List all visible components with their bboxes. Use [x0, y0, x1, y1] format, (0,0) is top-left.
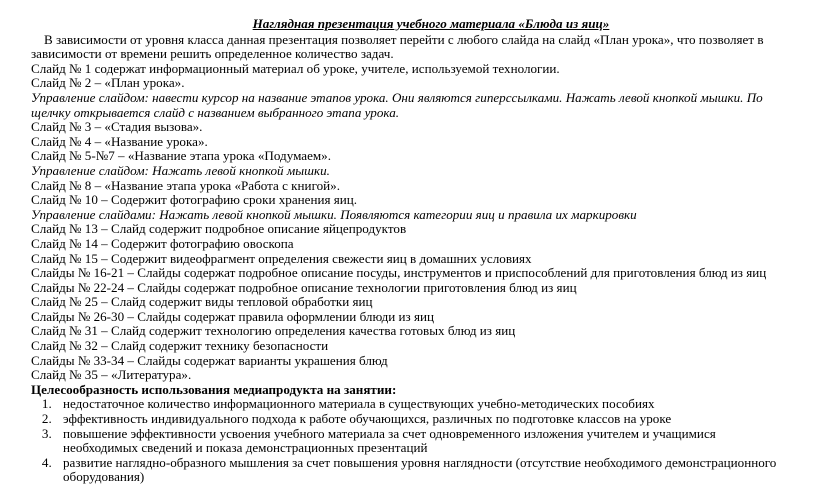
intro-paragraph: В зависимости от уровня класса данная презентация позволяет перейти с любого слайда на слайд «План урока», что позволяет в зависимости от времени решить определенное количество задач.	[31, 31, 764, 62]
text-line: Слайд № 14 – Содержит фотографию овоскопа	[31, 235, 294, 251]
text-line: Слайд № 32 – Слайд содержит технику безопасности	[31, 338, 329, 354]
document-title: Наглядная презентация учебного материала «Блюда из яиц»	[252, 16, 610, 31]
list-item: 1. недостаточное количество информационного материала в существующих учебно-методических пособиях	[55, 397, 791, 412]
list-item: 4. развитие наглядно-образного мышления за счет повышения уровня наглядности (отсутствие необходимого демонстрационного оборудования)	[55, 456, 791, 485]
text-line: Слайды № 26-30 – Слайды содержат правила оформлении блюди из яиц	[31, 308, 435, 324]
section-heading: Целесообразность использования медиапродукта на занятии:	[31, 381, 397, 397]
text-line: Слайд № 3 – «Стадия вызова».	[31, 119, 203, 135]
text-line: Слайд № 35 – «Литература».	[31, 367, 192, 383]
text-line: Слайд № 4 – «Название урока».	[31, 133, 208, 149]
text-line: Слайд № 25 – Слайд содержит виды тепловой обработки яиц	[31, 294, 373, 310]
instruction-line: Управление слайдами: Нажать левой кнопкой мышки. Появляются категории яиц и правила их маркировки	[31, 206, 637, 222]
text-line: Слайды № 33-34 – Слайды содержат варианты украшения блюд	[31, 352, 388, 368]
list-item: 2. эффективность индивидуального подхода к работе обучающихся, различных по подготовке классов на уроке	[55, 412, 791, 427]
text-line: Слайды № 22-24 – Слайды содержат подробное описание технологии приготовления блюд из яиц	[31, 279, 577, 295]
text-line: Слайд № 2 – «План урока».	[31, 75, 185, 91]
text-line: Слайд № 13 – Слайд содержит подробное описание яйцепродуктов	[31, 221, 407, 237]
text-line: Слайд № 15 – Содержит видеофрагмент определения свежести яиц в домашних условиях	[31, 250, 532, 266]
list-item: 3. повышение эффективности усвоения учебного материала за счет одновременного изложения учителем и учащимися необходимых сведений и показа демонстрационных презентаций	[55, 427, 791, 456]
instruction-line: Управление слайдом: навести курсор на название этапов урока. Они являются гиперссылками. Нажать левой кнопкой мышки. По щелчку открывается слайд с названием выбранного этапа урока.	[31, 89, 763, 120]
purpose-list	[31, 397, 791, 485]
text-line: Слайд № 1 содержат информационный материал об уроке, учителе, используемой технологии.	[31, 60, 560, 76]
text-line: Слайд № 10 – Содержит фотографию сроки хранения яиц.	[31, 192, 358, 208]
instruction-line: Управление слайдом: Нажать левой кнопкой мышки.	[31, 162, 330, 178]
document-body	[31, 17, 791, 485]
text-line: Слайды № 16-21 – Слайды содержат подробное описание посуды, инструментов и приспособлений для приготовления блюд из яиц	[31, 265, 767, 281]
text-line: Слайд № 5-№7 – «Название этапа урока «Подумаем».	[31, 148, 331, 164]
text-line: Слайд № 31 – Слайд содержит технологию определения качества готовых блюд из яиц	[31, 323, 516, 339]
text-line: Слайд № 8 – «Название этапа урока «Работа с книгой».	[31, 177, 340, 193]
